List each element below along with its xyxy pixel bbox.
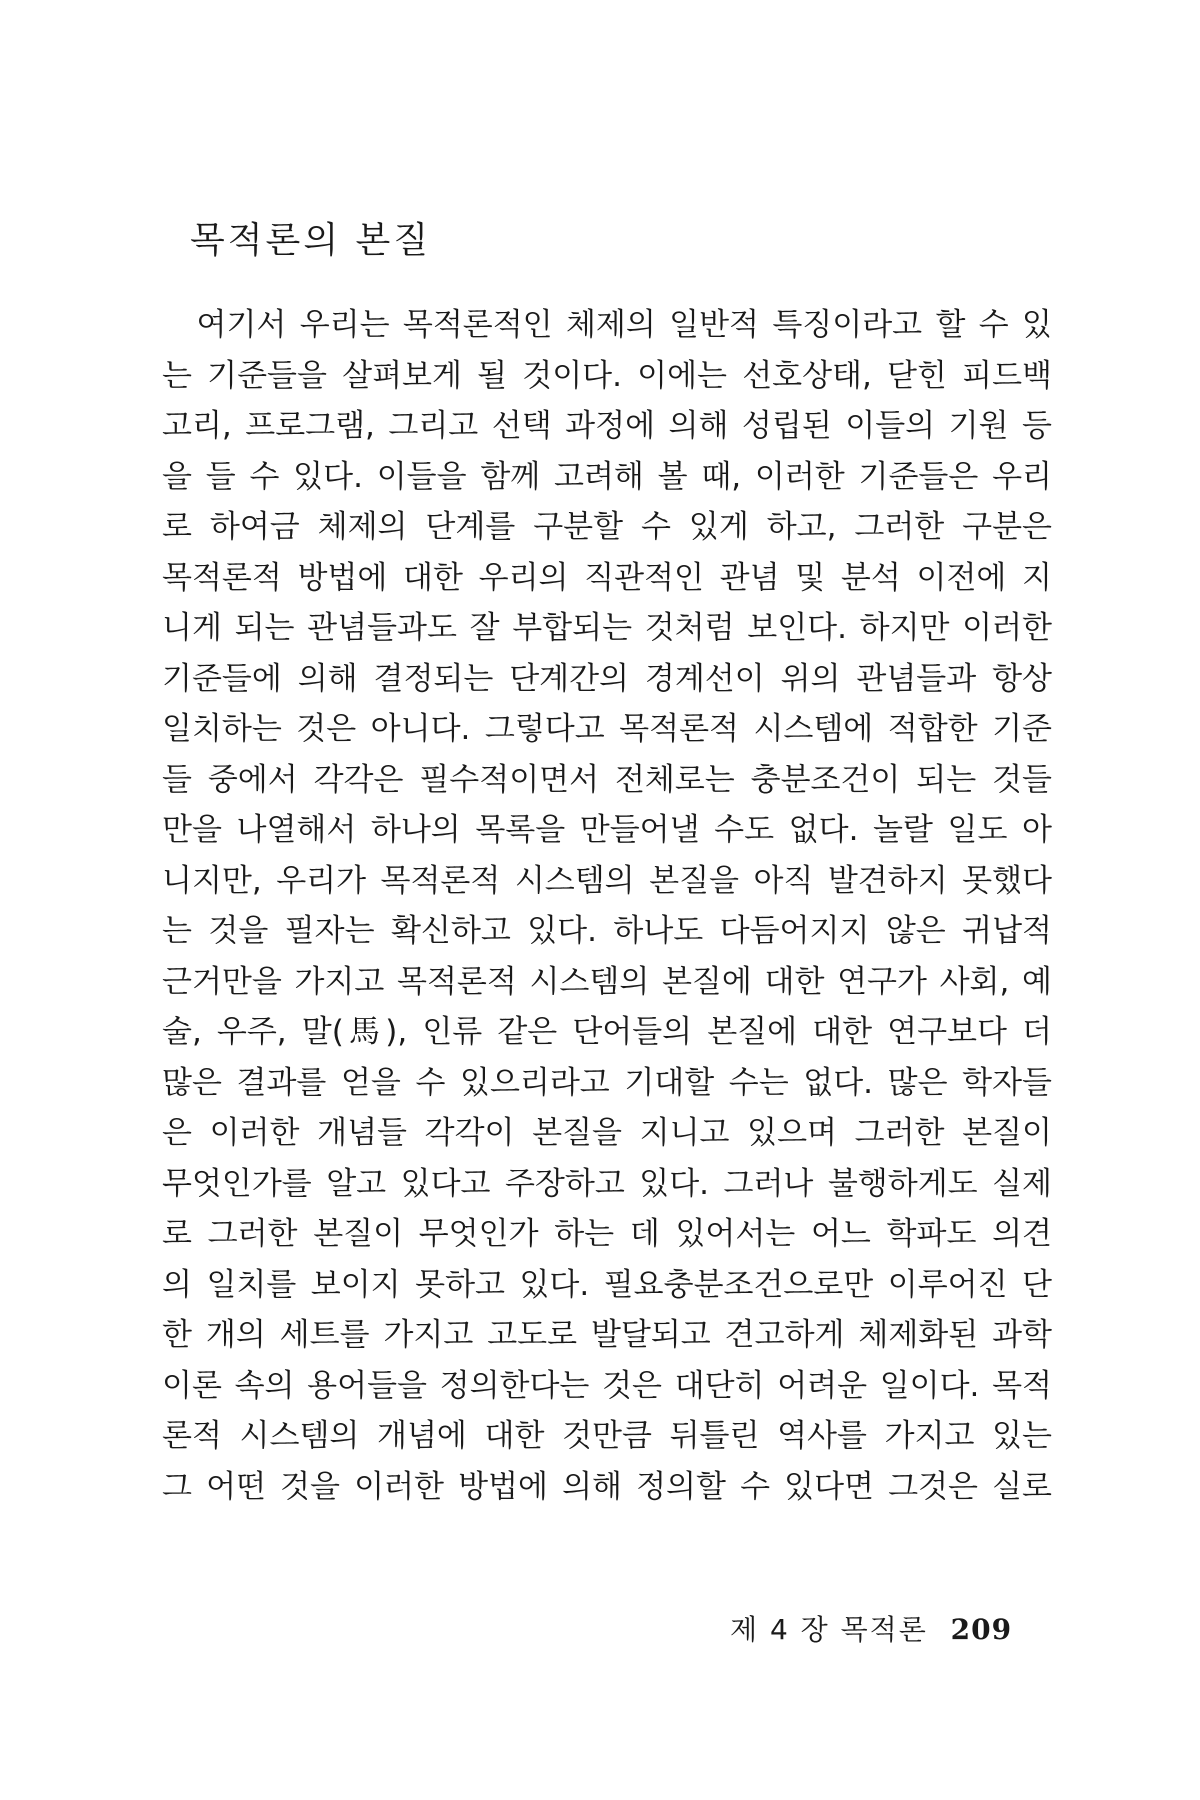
text-line: 만을 나열해서 하나의 목록을 만들어낼 수도 없다. 놀랄 일도 아 [162, 812, 1052, 848]
text-line: 이론 속의 용어들을 정의한다는 것은 대단히 어려운 일이다. 목적 [162, 1367, 1052, 1404]
text-line: 로 하여금 체제의 단계를 구분할 수 있게 하고, 그러한 구분은 [162, 509, 1052, 545]
text-line: 의 일치를 보이지 못하고 있다. 필요충분조건으로만 이루어진 단 [162, 1266, 1052, 1303]
running-footer [730, 1608, 1050, 1648]
body-paragraph [162, 300, 1052, 1512]
text-line: 일치하는 것은 아니다. 그렇다고 목적론적 시스템에 적합한 기준 [162, 711, 1052, 747]
text-line: 그 어떤 것을 이러한 방법에 의해 정의할 수 있다면 그것은 실로 [162, 1468, 1052, 1505]
text-line: 목적론적 방법에 대한 우리의 직관적인 관념 및 분석 이전에 지 [162, 559, 1052, 596]
text-line: 기준들에 의해 결정되는 단계간의 경계선이 위의 관념들과 항상 [162, 660, 1052, 697]
text-line: 근거만을 가지고 목적론적 시스템의 본질에 대한 연구가 사회, 예 [162, 963, 1052, 1000]
text-line: 니지만, 우리가 목적론적 시스템의 본질을 아직 발견하지 못했다 [162, 862, 1052, 899]
section-title: 목적론의 본질 [190, 220, 432, 261]
text-line: 는 것을 필자는 확신하고 있다. 하나도 다듬어지지 않은 귀납적 [162, 913, 1052, 949]
text-line: 는 기준들을 살펴보게 될 것이다. 이에는 선호상태, 닫힌 피드백 [162, 357, 1052, 394]
text-line: 한 개의 세트를 가지고 고도로 발달되고 견고하게 체제화된 과학 [162, 1317, 1052, 1353]
text-line: 무엇인가를 알고 있다고 주장하고 있다. 그러나 불행하게도 실제 [162, 1165, 1052, 1202]
text-line: 들 중에서 각각은 필수적이면서 전체로는 충분조건이 되는 것들 [162, 761, 1052, 798]
text-line: 니게 되는 관념들과도 잘 부합되는 것처럼 보인다. 하지만 이러한 [162, 610, 1052, 646]
text-line: 론적 시스템의 개념에 대한 것만큼 뒤틀린 역사를 가지고 있는 [162, 1418, 1052, 1454]
text-line: 많은 결과를 얻을 수 있으리라고 기대할 수는 없다. 많은 학자들 [162, 1064, 1052, 1101]
text-line: 은 이러한 개념들 각각이 본질을 지니고 있으며 그러한 본질이 [162, 1115, 1052, 1151]
text-line: 고리, 프로그램, 그리고 선택 과정에 의해 성립된 이들의 기원 등 [162, 408, 1052, 444]
text-line: 을 들 수 있다. 이들을 함께 고려해 볼 때, 이러한 기준들은 우리 [162, 458, 1052, 495]
page-number: 209 [950, 1613, 1013, 1646]
text-line: 술, 우주, 말(馬), 인류 같은 단어들의 본질에 대한 연구보다 더 [162, 1014, 1052, 1050]
chapter-label: 제 4 장 목적론 [730, 1613, 928, 1646]
text-line: 로 그러한 본질이 무엇인가 하는 데 있어서는 어느 학파도 의견 [162, 1216, 1052, 1252]
text-line: 여기서 우리는 목적론적인 체제의 일반적 특징이라고 할 수 있 [162, 307, 1052, 343]
